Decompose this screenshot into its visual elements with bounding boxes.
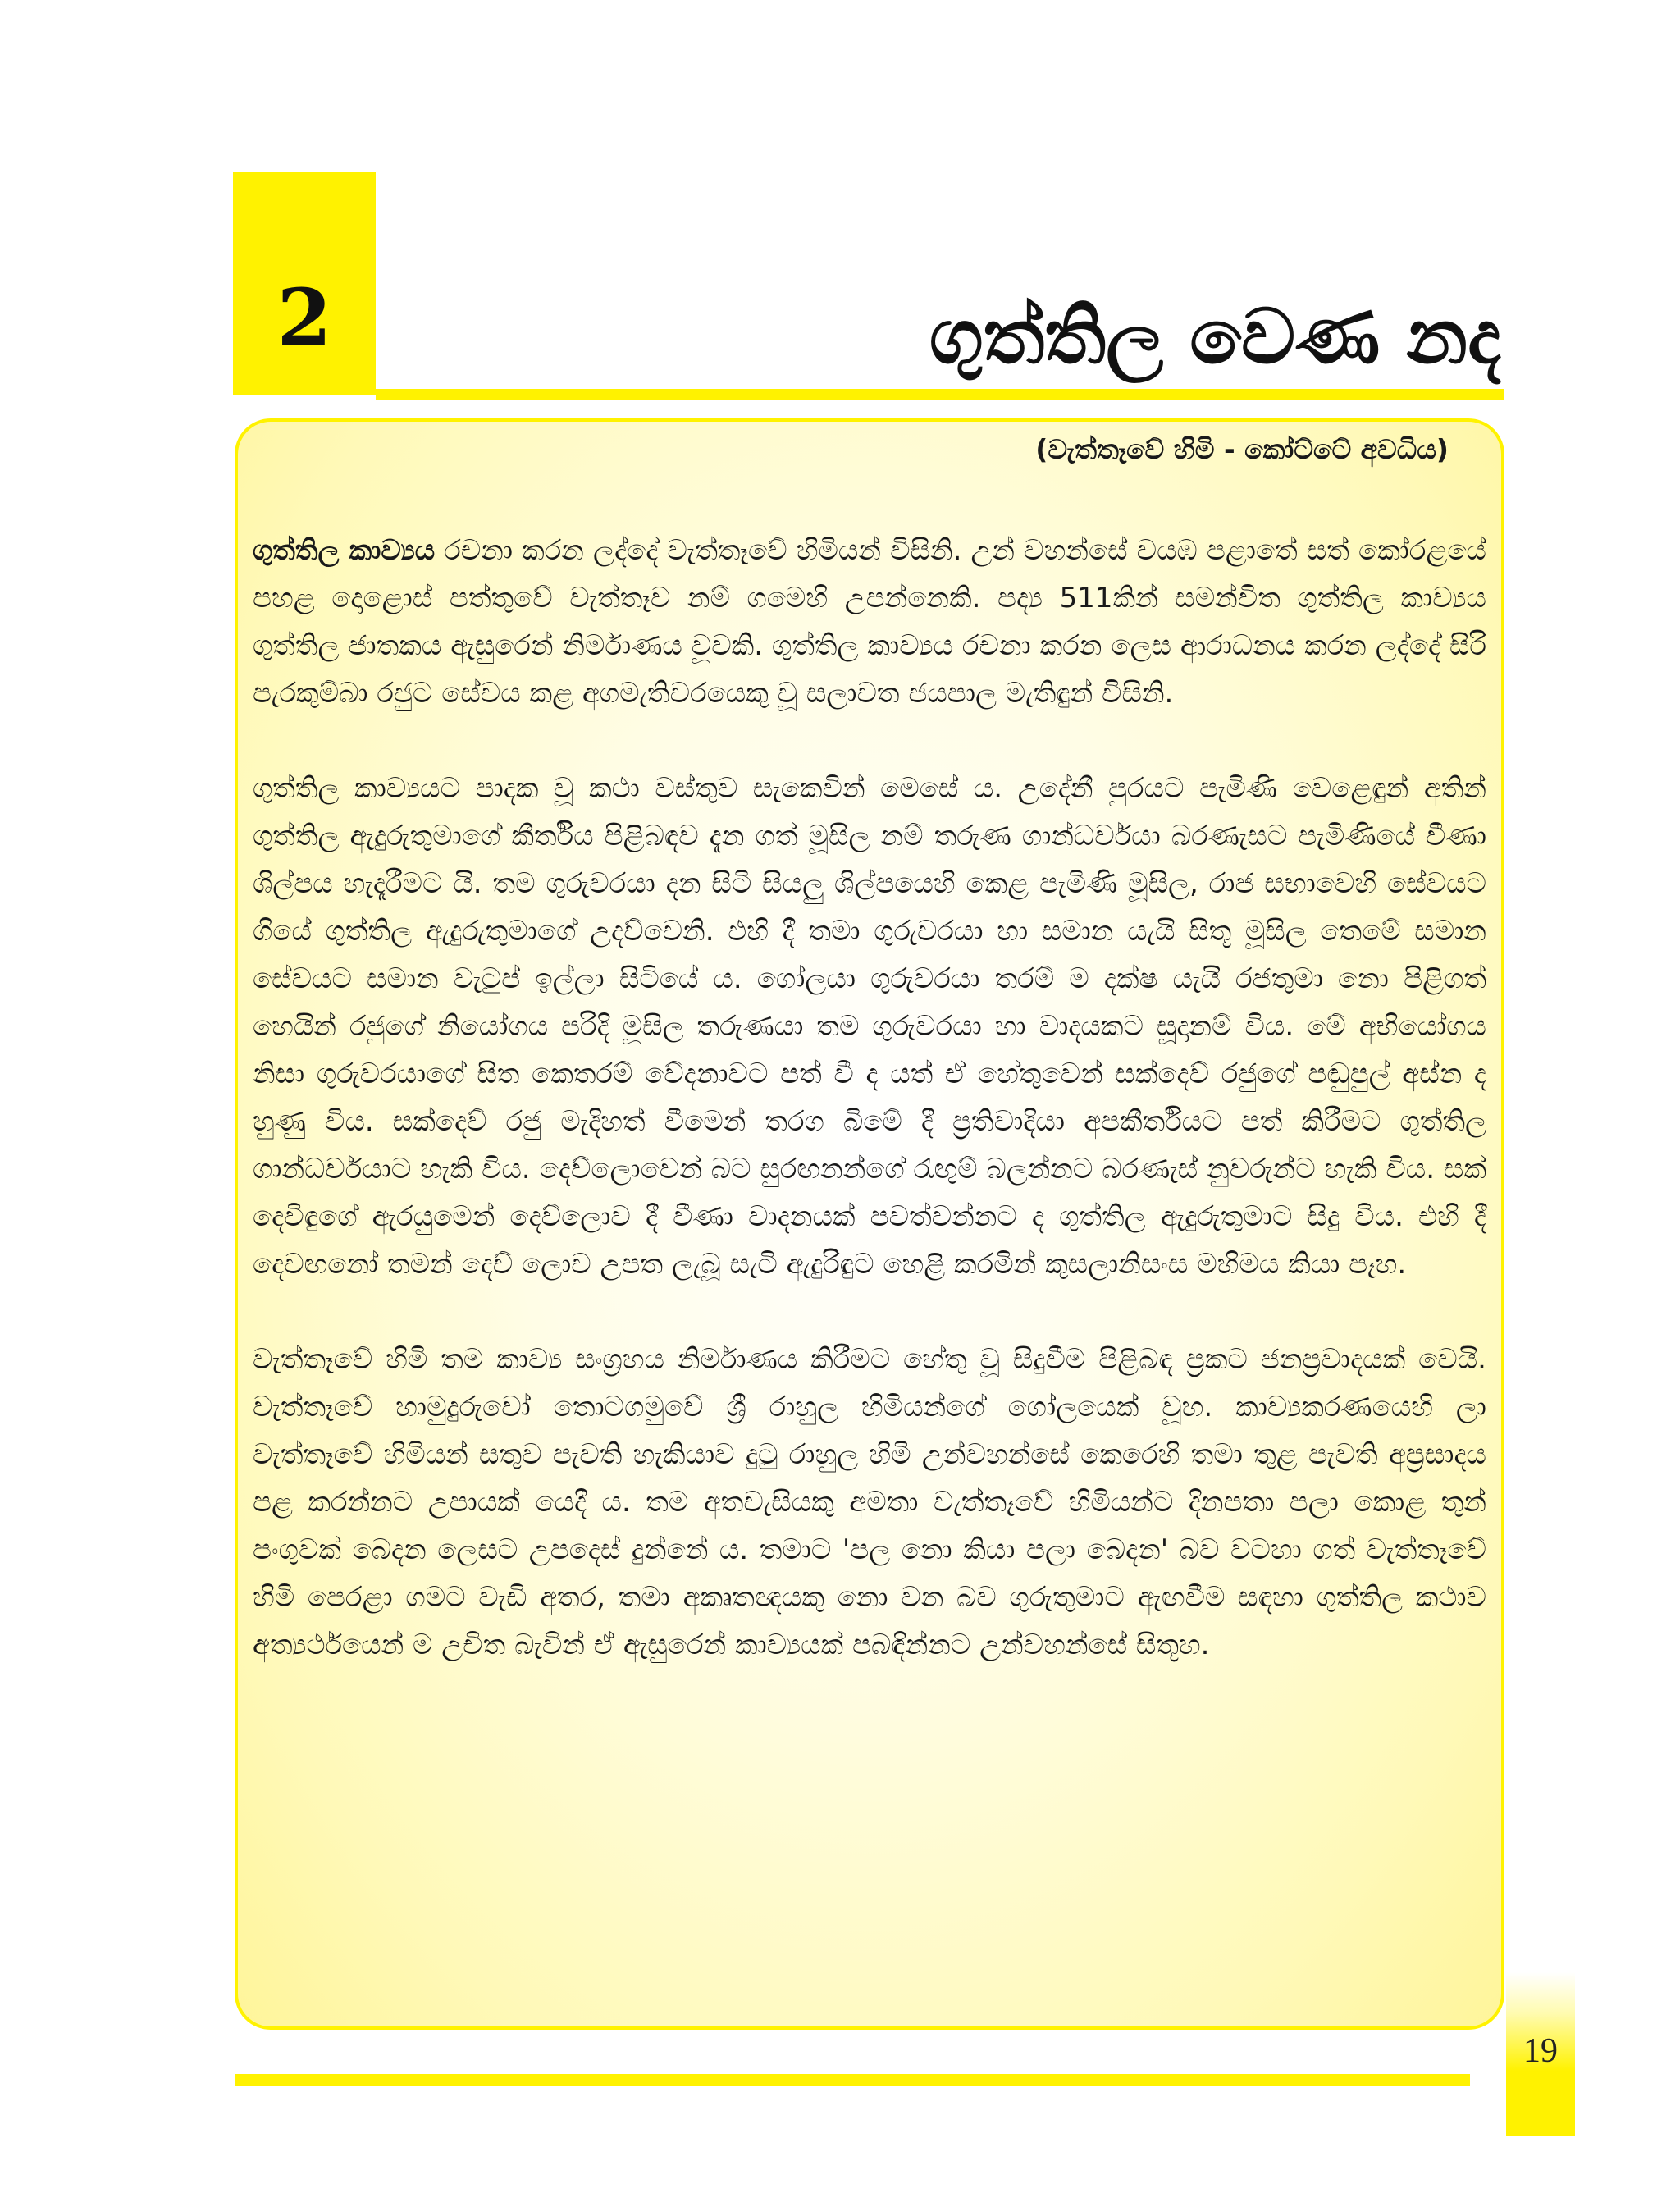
content-box: [235, 418, 1504, 2030]
paragraph-text: රචනා කරන ලද්දේ වැත්තෑවේ හිමියන් විසිනි. උන් වහන්සේ වයඹ පළාතේ සත් කෝරළයේ පහළ දොළොස් පත්තුවේ වැත්තෑව නම් ගමෙහි උපන්නෙකි. පද්‍ය 511කින් සමන්විත ගුත්තිල කාව්‍යය ගුත්තිල ජාතකය ඇසුරෙන් නිර්මාණය වූවකි. ගුත්තිල කාව්‍යය රචනා කරන ලෙස ආරාධනය කරන ලද්දේ සිරි පැරකුම්බා රජුට සේවය කළ අගමැතිවරයෙකු වූ සලාවත ජයපාල මැතිඳුන් විසිනි.: [253, 534, 1487, 710]
paragraph-text: වැත්තෑවේ හිමි තම කාව්‍ය සංග්‍රහය නිර්මාණය කිරීමට හේතු වූ සිදුවීම පිළිබඳ ප්‍රකට ජනප්‍රවාදයක් වෙයි. වැත්තෑවේ හාමුදුරුවෝ තොටගමුවේ ශ්‍රී රාහුල හිමියන්ගේ ගෝලයෙක් වූහ. කාව්‍යකරණයෙහි ලා වැත්තෑවේ හිමියන් සතුව පැවති හැකියාව දුටු රාහුල හිමි උන්වහන්සේ කෙරෙහි තමා තුළ පැවති අප්‍රසාදය පළ කරන්නට උපායක් යෙදී ය. තම අතවැසියකු අමතා වැත්තෑවේ හිමියන්ට දිනපතා පලා කොළ තුන් පංගුවක් බෙදන ලෙසට උපදෙස් දුන්නේ ය. තමාට 'පල නො කියා පලා බෙදන' බව වටහා ගත් වැත්තෑවේ හිමි පෙරළා ගමට වැඩි අතර, තමා අකෘතඥයකු නො වන බව ගුරුතුමාට ඇඟවීම සඳහා ගුත්තිල කථාව අත්‍යර්ථයෙන් ම උචිත බැවින් ඒ ඇසුරෙන් කාව්‍යයක් පබඳින්නට උන්වහන්සේ සිතූහ.: [253, 1343, 1486, 1661]
paragraph-lead-term: ගුත්තිල කාව්‍යය: [253, 534, 436, 567]
footer-rule: [235, 2074, 1470, 2086]
paragraph-1: [253, 527, 1486, 717]
body-text: [253, 527, 1486, 1716]
paragraph-2: [253, 765, 1486, 1288]
page-number: 19: [1523, 2032, 1558, 2070]
chapter-title: ගුත්තිල වෙණ නද: [929, 292, 1501, 381]
author-period-subtitle: (වැත්තෑවේ හිමි - කෝට්ටේ අවධිය): [1035, 433, 1449, 465]
paragraph-text: ගුත්තිල කාව්‍යයට පාදක වූ කථා වස්තුව සැකෙවින් මෙසේ ය. උදේනී පුරයට පැමිණි වෙළෙඳුන් අතින් ගුත්තිල ඇදුරුතුමාගේ කීර්තිය පිළිබඳව දැන ගත් මූසිල නම් තරුණ ගාන්ධර්වයා බරණැසට පැමිණියේ වීණා ශිල්පය හැදෑරීමට යි. තම ගුරුවරයා දන සිටි සියලු ශිල්පයෙහි කෙළ පැමිණි මූසිල, රාජ සභාවෙහි සේවයට ගියේ ගුත්තිල ඇදුරුතුමාගේ උදව්වෙනි. එහි දී තමා ගුරුවරයා හා සමාන යැයි සිතූ මූසිල තෙමේ සමාන සේවයට සමාන වැටුප් ඉල්ලා සිටියේ ය. ගෝලයා ගුරුවරයා තරම් ම දක්ෂ යැයි රජතුමා නො පිළිගත් හෙයින් රජුගේ නියෝගය පරිදි මූසිල තරුණයා තම ගුරුවරයා හා වාදයකට සූදානම් විය. මේ අභියෝගය නිසා ගුරුවරයාගේ සිත කෙතරම් වේදනාවට පත් වී ද යත් ඒ හේතුවෙන් සක්දෙව් රජුගේ පඬුපුල් අස්න ද හුණු විය. සක්දෙව් රජු මැදිහත් වීමෙන් තරග බිමේ දී ප්‍රතිවාදියා අපකීර්තියට පත් කිරීමට ගුත්තිල ගාන්ධර්වයාට හැකි විය. දෙව්ලොවෙන් බට සුරඟනන්ගේ රැඟුම් බලන්නට බරණැස් නුවරුන්ට හැකි විය. සක් දෙවිඳුගේ ඇරයුමෙන් දෙව්ලොව දී වීණා වාදනයක් පවත්වන්නට ද ගුත්තිල ඇදුරුතුමාට සිදු විය. එහි දී දෙවඟනෝ තමන් දෙව් ලොව උපත ලැබූ සැටි ඇදුරිඳුට හෙළි කරමින් කුසලානිසංස මහිමය කියා පෑහ.: [253, 772, 1486, 1281]
chapter-number: 2: [276, 272, 332, 364]
title-underline: [376, 389, 1504, 400]
paragraph-3: [253, 1336, 1486, 1669]
